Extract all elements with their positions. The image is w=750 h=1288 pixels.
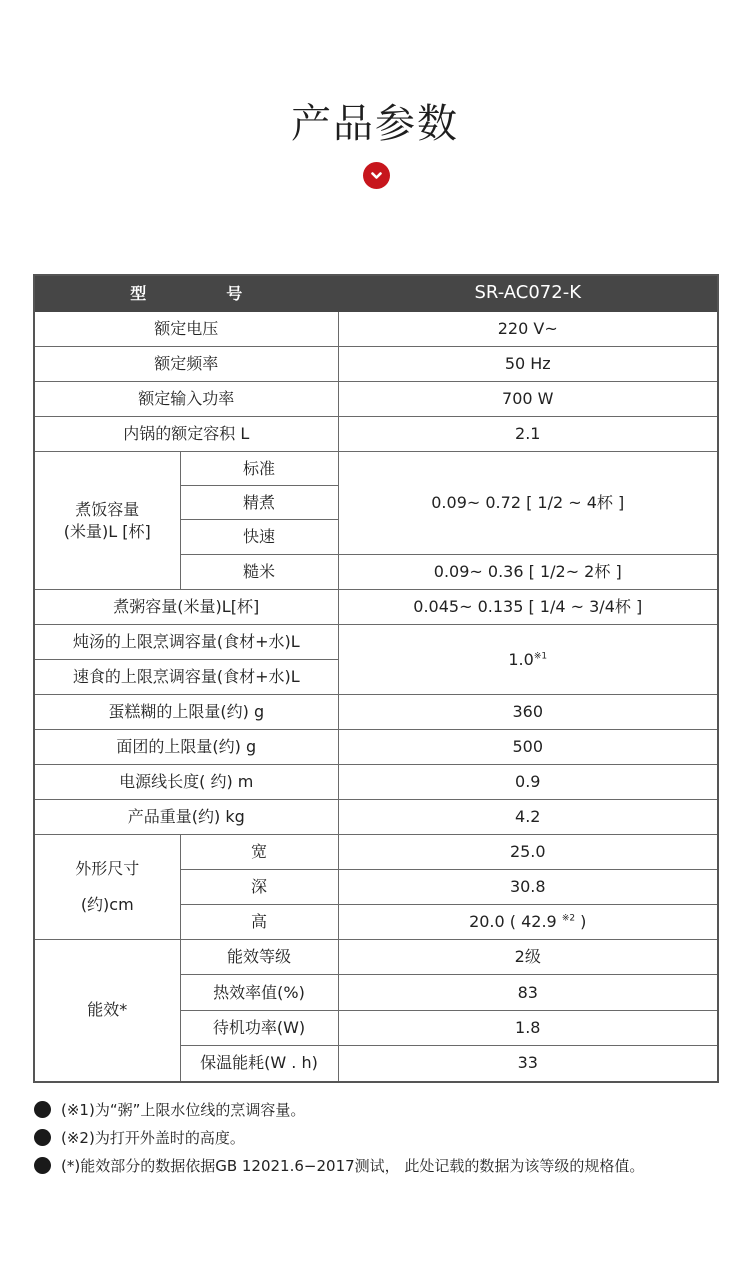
size-group-line1: 外形尺寸 [75, 859, 140, 879]
table-row [34, 347, 718, 382]
bullet-dot-icon [34, 1129, 51, 1146]
table-row [34, 312, 718, 347]
model-key-a: 型 [130, 283, 147, 303]
weight-value: 4.2 [338, 800, 718, 835]
table-row [34, 835, 718, 870]
bullet-dot-icon [34, 1101, 51, 1118]
efficiency-label: 热效率值(%) [180, 975, 338, 1011]
footnote-item [34, 1123, 734, 1151]
standby-value: 1.8 [338, 1011, 718, 1046]
table-row [34, 417, 718, 452]
height-value-end: ) [575, 912, 587, 932]
width-value: 25.0 [338, 835, 718, 870]
footnote-text: (*)能效部分的数据依据GB 12021.6−2017测试， 此处记载的数据为该等级的规格值。 [61, 1156, 645, 1175]
rice-capacity-group [34, 452, 180, 590]
table-row [34, 695, 718, 730]
height-value-main: 20.0 ( 42.9 [469, 912, 562, 932]
height-label: 高 [180, 905, 338, 940]
model-key-b: 号 [226, 283, 243, 303]
table-row [34, 940, 718, 975]
capacity-label: 内锅的额定容积 L [34, 417, 338, 452]
power-label: 额定输入功率 [34, 382, 338, 417]
footnote-item [34, 1151, 734, 1179]
table-row [34, 765, 718, 800]
efficiency-value: 83 [338, 975, 718, 1011]
table-row [34, 382, 718, 417]
model-value: SR-AC072-K [338, 275, 718, 312]
porridge-label: 煮粥容量(米量)L[杯] [34, 590, 338, 625]
note-mark-1: ※1 [533, 651, 548, 662]
note-mark-2: ※2 [561, 913, 576, 924]
porridge-value: 0.045~ 0.135 [ 1/4 ~ 3/4杯 ] [338, 590, 718, 625]
footnotes [34, 1095, 734, 1179]
footnote-text: (※2)为打开外盖时的高度。 [61, 1128, 245, 1147]
table-row [34, 452, 718, 486]
cake-value: 360 [338, 695, 718, 730]
size-group-line2: (约)cm [80, 895, 134, 914]
voltage-value: 220 V~ [338, 312, 718, 347]
keepwarm-value: 33 [338, 1046, 718, 1082]
table-row [34, 800, 718, 835]
chevron-down-icon[interactable] [363, 162, 390, 189]
table-row [34, 625, 718, 660]
table-row [34, 590, 718, 625]
cord-label: 电源线长度( 约) m [34, 765, 338, 800]
power-value: 700 W [338, 382, 718, 417]
depth-label: 深 [180, 870, 338, 905]
rice-group-line2: (米量)L [杯] [63, 521, 151, 541]
rice-main-value: 0.09~ 0.72 [ 1/2 ~ 4杯 ] [338, 452, 718, 555]
footnote-item [34, 1095, 734, 1123]
energy-grade-label: 能效等级 [180, 940, 338, 975]
stew-label: 炖汤的上限烹调容量(食材+水)L [34, 625, 338, 660]
stew-fast-value [338, 625, 718, 695]
keepwarm-label: 保温能耗(W . h) [180, 1046, 338, 1082]
stew-fast-number: 1.0 [508, 649, 534, 669]
frequency-label: 额定频率 [34, 347, 338, 382]
rice-fine-label: 精煮 [180, 486, 338, 520]
model-key-cell [34, 275, 338, 312]
rice-standard-label: 标准 [180, 452, 338, 486]
height-value [338, 905, 718, 940]
footnote-text: (※1)为“粥”上限水位线的烹调容量。 [61, 1100, 306, 1119]
standby-label: 待机功率(W) [180, 1011, 338, 1046]
energy-grade-value: 2级 [338, 940, 718, 975]
weight-label: 产品重量(约) kg [34, 800, 338, 835]
rice-group-line1: 煮饭容量 [75, 499, 140, 519]
size-group [34, 835, 180, 940]
dough-label: 面团的上限量(约) g [34, 730, 338, 765]
table-header-row [34, 275, 718, 312]
energy-group: 能效* [34, 940, 180, 1082]
rice-brown-value: 0.09~ 0.36 [ 1/2~ 2杯 ] [338, 555, 718, 590]
table-row [34, 730, 718, 765]
bullet-dot-icon [34, 1157, 51, 1174]
cord-value: 0.9 [338, 765, 718, 800]
frequency-value: 50 Hz [338, 347, 718, 382]
fast-label: 速食的上限烹调容量(食材+水)L [34, 660, 338, 695]
cake-label: 蛋糕糊的上限量(约) g [34, 695, 338, 730]
page-title: 产品参数 [291, 101, 459, 147]
depth-value: 30.8 [338, 870, 718, 905]
rice-quick-label: 快速 [180, 520, 338, 555]
voltage-label: 额定电压 [34, 312, 338, 347]
rice-brown-label: 糙米 [180, 555, 338, 590]
capacity-value: 2.1 [338, 417, 718, 452]
width-label: 宽 [180, 835, 338, 870]
dough-value: 500 [338, 730, 718, 765]
spec-table [33, 274, 719, 1083]
